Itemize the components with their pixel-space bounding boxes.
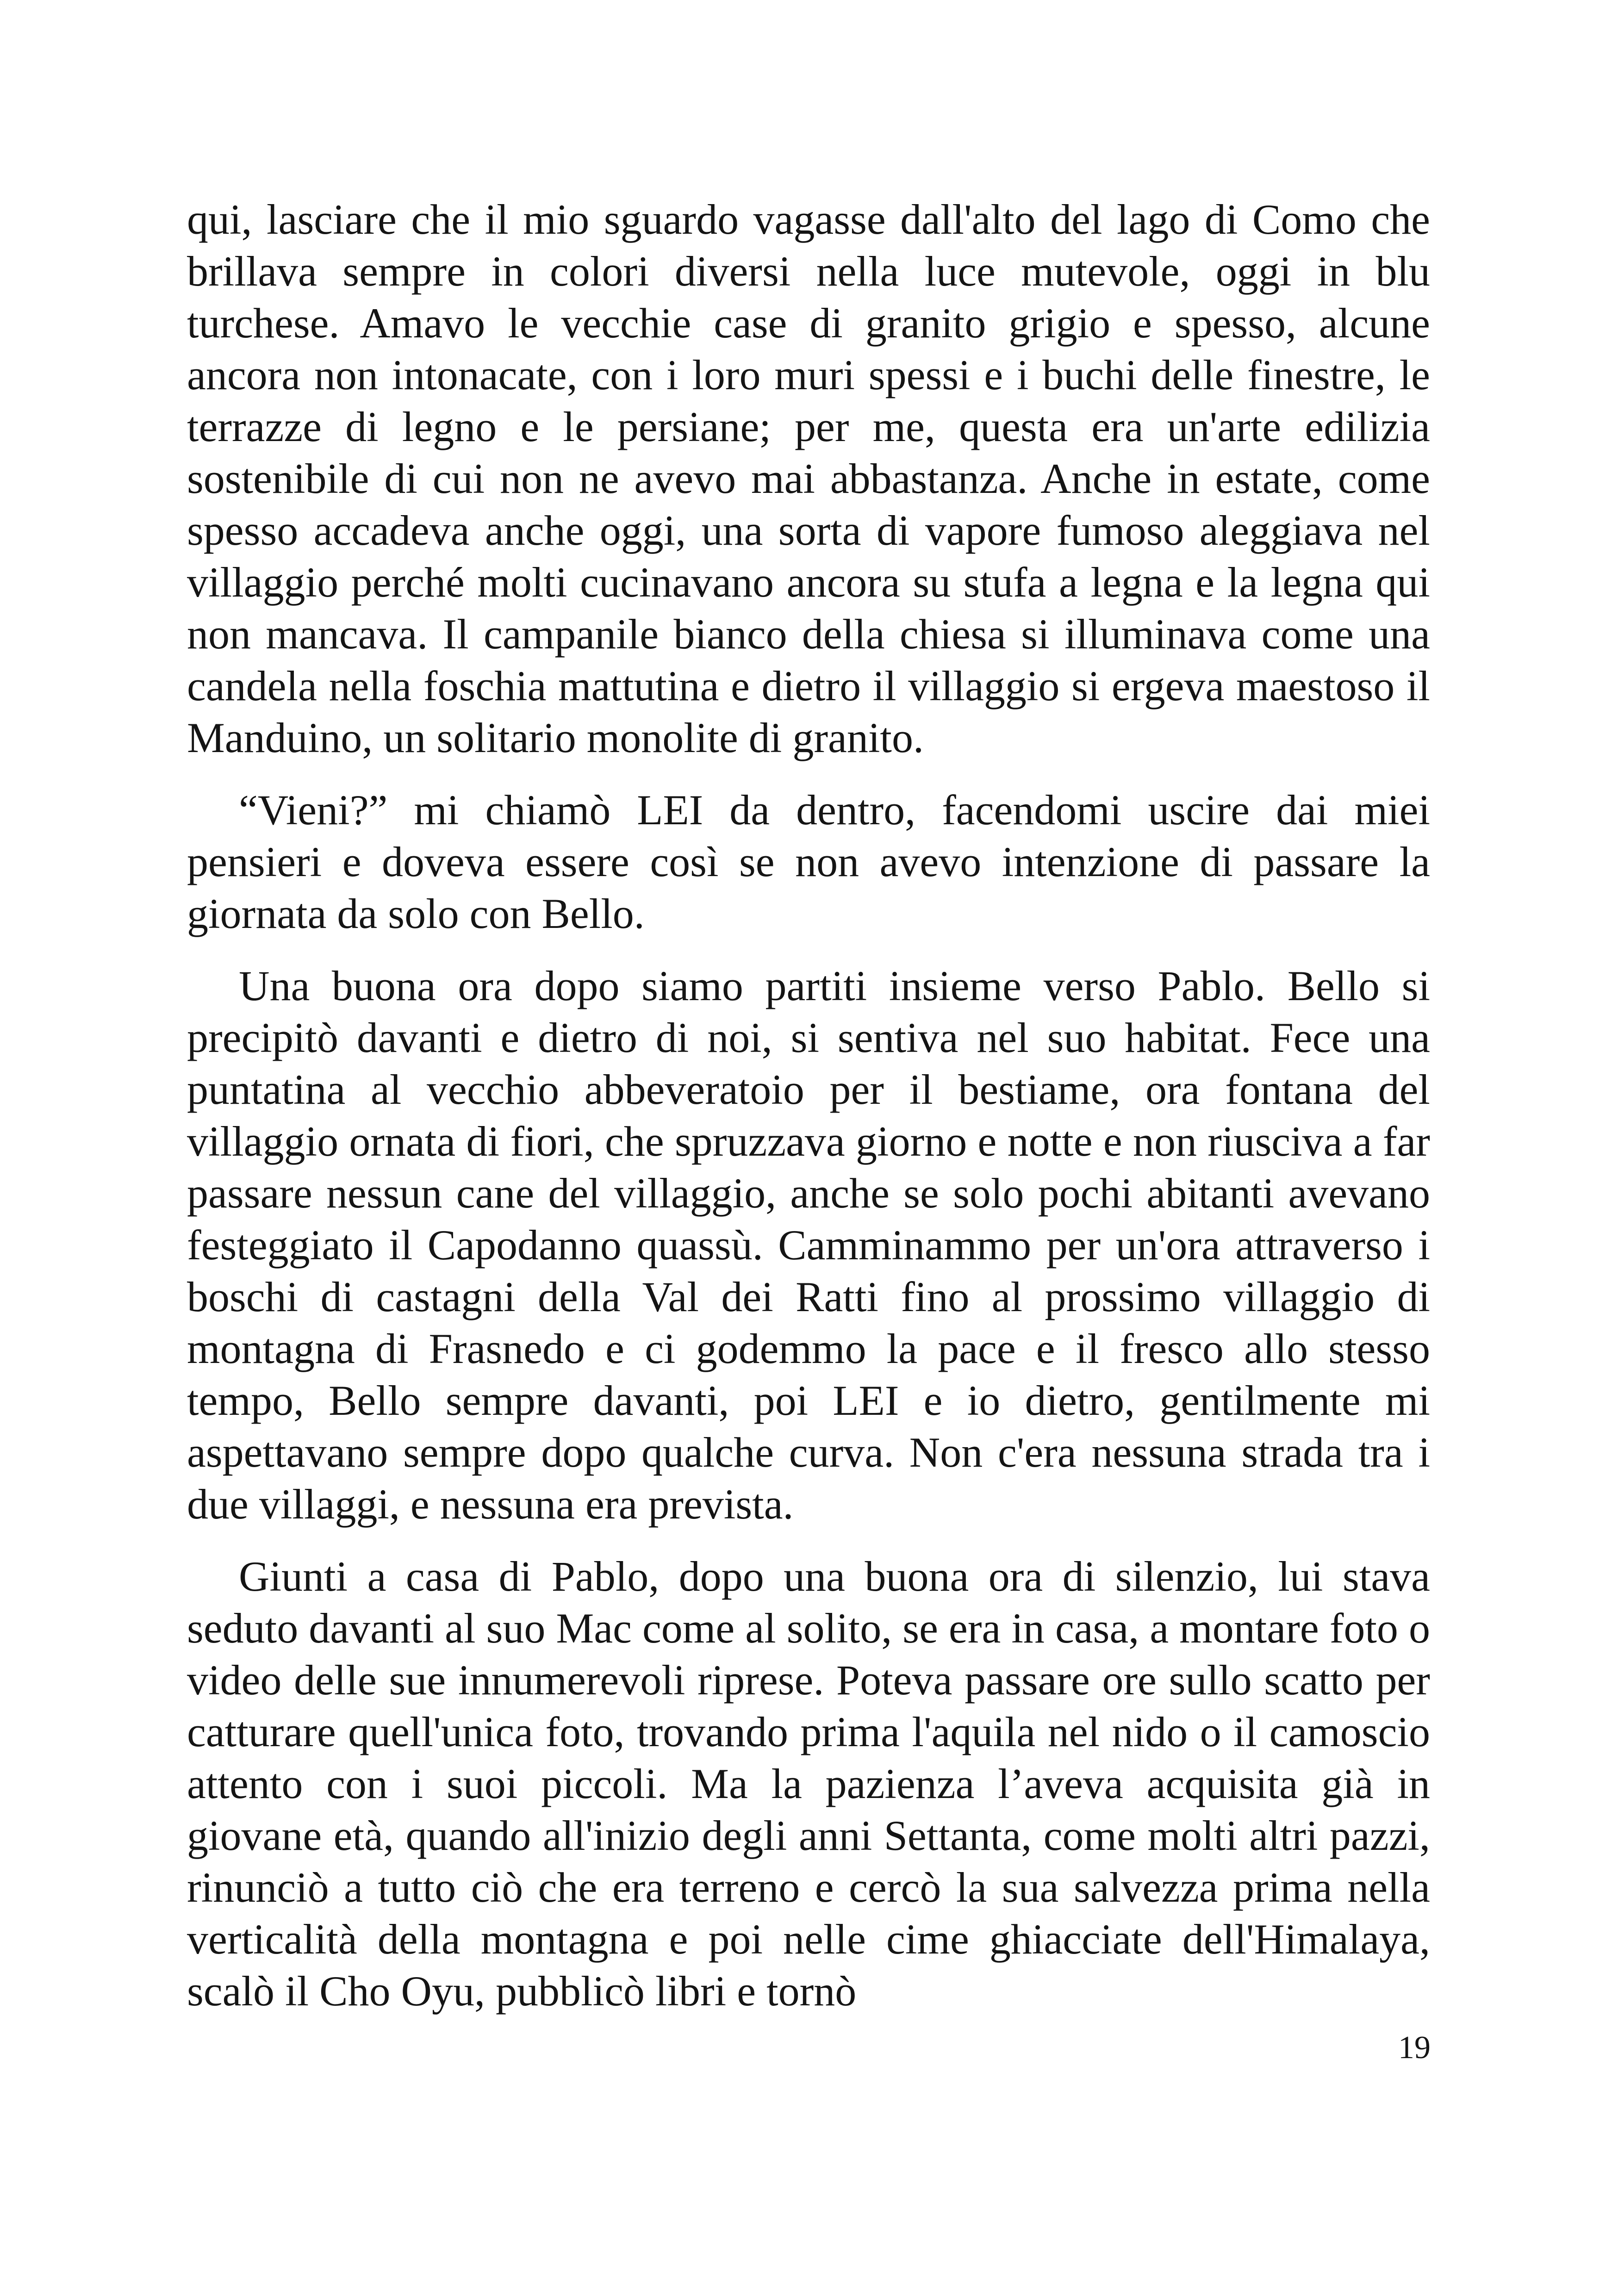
paragraph-2: “Vieni?” mi chiamò LEI da dentro, facendomi uscire dai miei pensieri e doveva essere così se non avevo intenzione di passare la giornata da solo con Bello. — [187, 786, 1430, 937]
page-number: 19 — [1398, 2030, 1431, 2066]
body-text — [187, 193, 1430, 2017]
paragraph-4: Giunti a casa di Pablo, dopo una buona ora di silenzio, lui stava seduto davanti al suo Mac come al solito, se era in casa, a montare foto o video delle sue innumerevoli riprese. Poteva passare ore sullo scatto per catturare quell'unica foto, trovando prima l'aquila nel nido o il camoscio attento con i suoi piccoli. Ma la pazienza l’aveva acquisita già in giovane età, quando all'inizio degli anni Settanta, come molti altri pazzi, rinunciò a tutto ciò che era terreno e cercò la sua salvezza prima nella verticalità della montagna e poi nelle cime ghiacciate dell'Himalaya, scalò il Cho Oyu, pubblicò libri e tornò — [187, 1553, 1430, 2015]
paragraph-3: Una buona ora dopo siamo partiti insieme verso Pablo. Bello si precipitò davanti e dietro di noi, si sentiva nel suo habitat. Fece una puntatina al vecchio abbeveratoio per il bestiame, ora fontana del villaggio ornata di fiori, che spruzzava giorno e notte e non riusciva a far passare nessun cane del villaggio, anche se solo pochi abitanti avevano festeggiato il Capodanno quassù. Camminammo per un'ora attraverso i boschi di castagni della Val dei Ratti fino al prossimo villaggio di montagna di Frasnedo e ci godemmo la pace e il fresco allo stesso tempo, Bello sempre davanti, poi LEI e io dietro, gentilmente mi aspettavano sempre dopo qualche curva. Non c'era nessuna strada tra i due villaggi, e nessuna era prevista. — [187, 962, 1430, 1528]
paragraph-1: qui, lasciare che il mio sguardo vagasse dall'alto del lago di Como che brillava sempre in colori diversi nella luce mutevole, oggi in blu turchese. Amavo le vecchie case di granito grigio e spesso, alcune ancora non intonacate, con i loro muri spessi e i buchi delle finestre, le terrazze di legno e le persiane; per me, questa era un'arte edilizia sostenibile di cui non ne avevo mai abbastanza. Anche in estate, come spesso accadeva anche oggi, una sorta di vapore fumoso aleggiava nel villaggio perché molti cucinavano ancora su stufa a legna e la legna qui non mancava. Il campanile bianco della chiesa si illuminava come una candela nella foschia mattutina e dietro il villaggio si ergeva maestoso il Manduino, un solitario monolite di granito. — [187, 196, 1430, 761]
